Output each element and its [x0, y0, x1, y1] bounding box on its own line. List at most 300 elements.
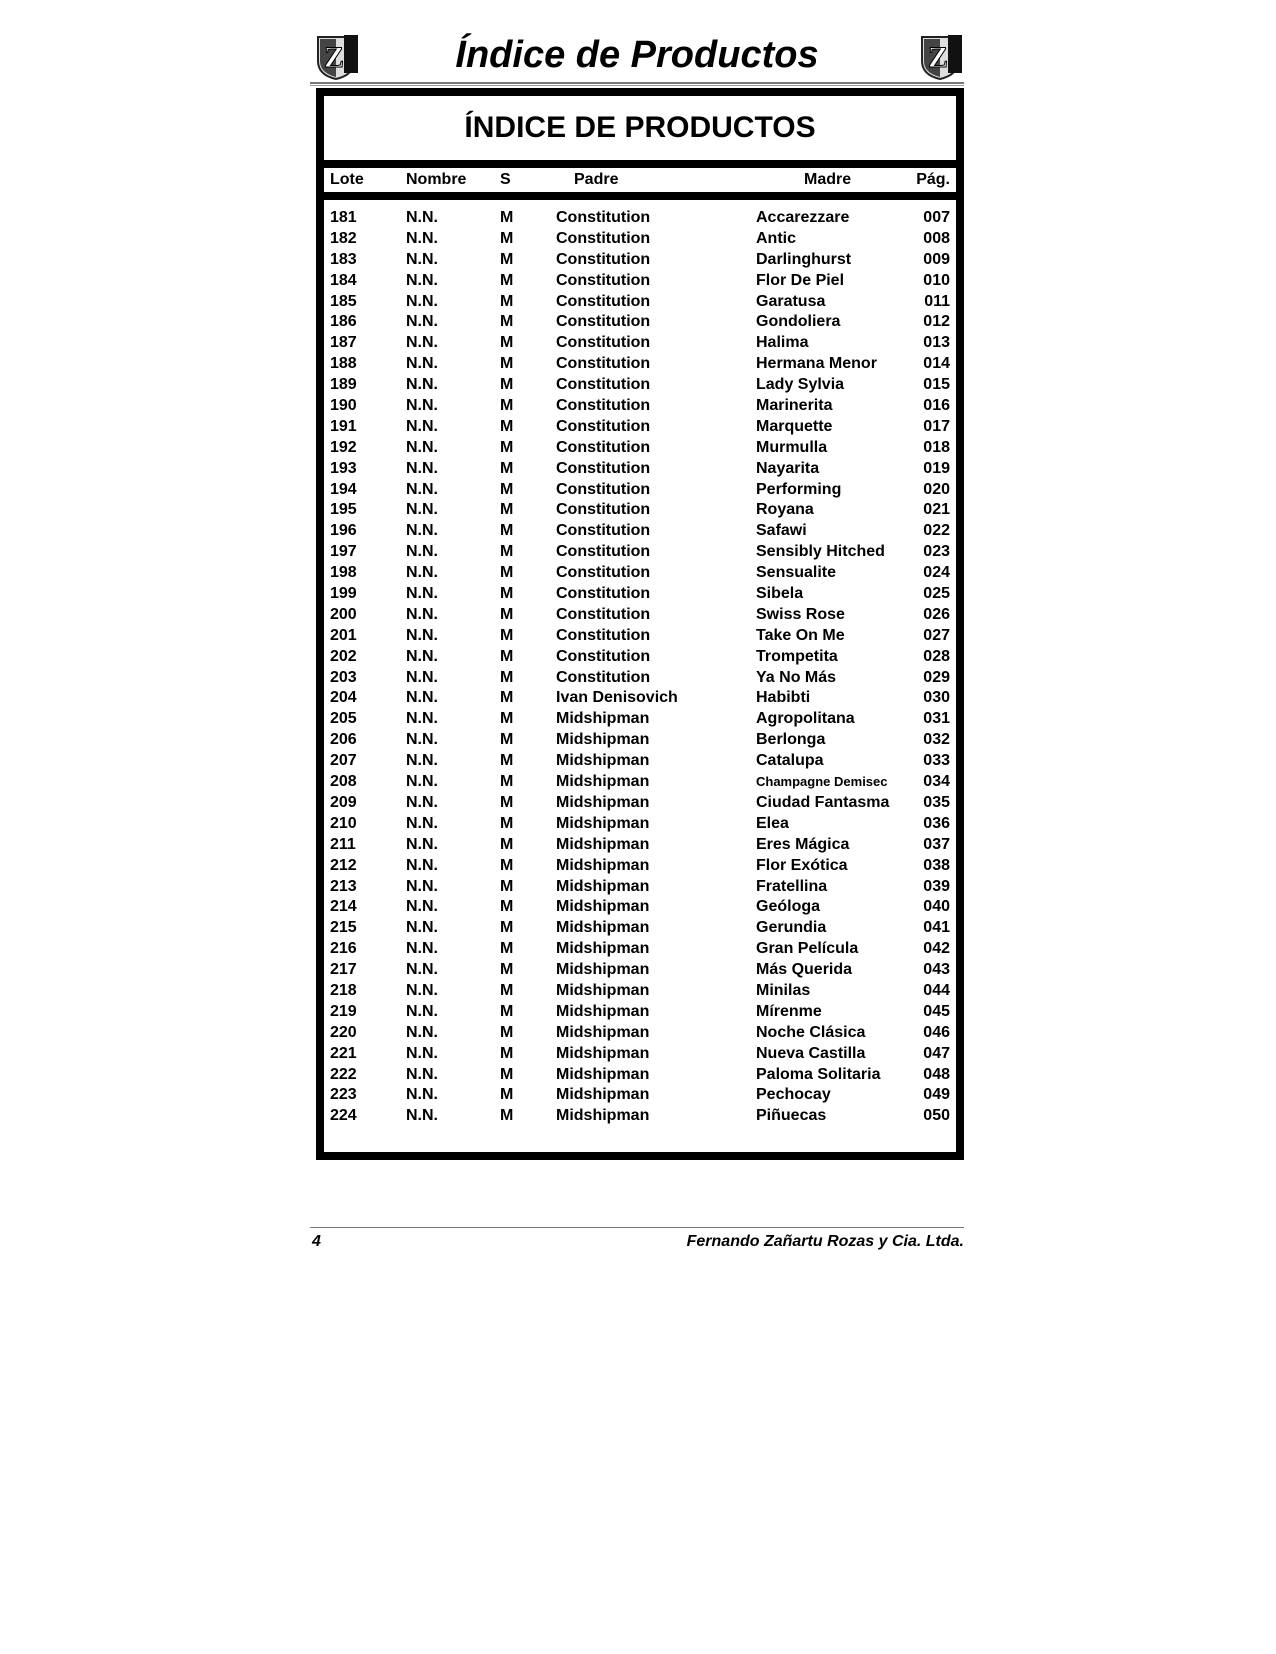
cell-lote: 183	[330, 250, 357, 268]
cell-pag: 037	[923, 835, 950, 853]
cell-madre: Royana	[756, 501, 814, 519]
table-row	[324, 1106, 956, 1127]
cell-padre: Constitution	[556, 501, 651, 519]
table-row	[324, 417, 956, 438]
cell-madre: Halima	[756, 334, 809, 352]
cell-nombre: N.N.	[406, 605, 438, 623]
cell-padre: Constitution	[556, 355, 651, 373]
cell-s: M	[500, 877, 514, 895]
cell-nombre: N.N.	[406, 898, 438, 916]
cell-pag: 023	[923, 543, 950, 561]
cell-nombre: N.N.	[406, 522, 438, 540]
cell-s: M	[500, 647, 514, 665]
index-title: ÍNDICE DE PRODUCTOS	[464, 111, 816, 144]
cell-madre: Piñuecas	[756, 1107, 827, 1125]
cell-pag: 044	[923, 981, 950, 999]
cell-madre: Ciudad Fantasma	[756, 793, 890, 811]
cell-nombre: N.N.	[406, 710, 438, 728]
cell-pag: 008	[923, 229, 950, 247]
cell-nombre: N.N.	[406, 376, 438, 394]
cell-padre: Constitution	[556, 209, 651, 226]
cell-s: M	[500, 585, 514, 603]
cell-madre: Fratellina	[756, 877, 828, 895]
cell-pag: 022	[923, 522, 950, 540]
cell-madre: Flor De Piel	[756, 271, 845, 289]
cell-madre: Habibti	[756, 689, 811, 707]
cell-madre: Paloma Solitaria	[756, 1065, 881, 1083]
cell-nombre: N.N.	[406, 981, 438, 999]
cell-padre: Midshipman	[556, 961, 650, 979]
column-header-madre: Madre	[804, 171, 852, 188]
cell-padre: Midshipman	[556, 773, 650, 791]
cell-lote: 204	[330, 689, 357, 707]
cell-padre: Midshipman	[556, 877, 650, 895]
cell-nombre: N.N.	[406, 1065, 438, 1083]
cell-padre: Midshipman	[556, 731, 650, 749]
cell-madre: Garatusa	[756, 292, 826, 310]
cell-s: M	[500, 981, 514, 999]
table-row	[324, 897, 956, 918]
cell-lote: 202	[330, 647, 357, 665]
cell-nombre: N.N.	[406, 334, 438, 352]
footer-divider	[310, 1227, 964, 1228]
cell-nombre: N.N.	[406, 1002, 438, 1020]
cell-padre: Midshipman	[556, 814, 650, 832]
cell-s: M	[500, 1023, 514, 1041]
cell-s: M	[500, 919, 514, 937]
cell-pag: 017	[923, 417, 950, 435]
cell-lote: 205	[330, 710, 357, 728]
table-row	[324, 312, 956, 333]
cell-lote: 217	[330, 961, 357, 979]
cell-pag: 014	[923, 355, 950, 373]
cell-nombre: N.N.	[406, 835, 438, 853]
cell-nombre: N.N.	[406, 250, 438, 268]
cell-s: M	[500, 564, 514, 582]
column-header-s: S	[500, 171, 511, 188]
cell-lote: 209	[330, 793, 357, 811]
cell-s: M	[500, 229, 514, 247]
table-row	[324, 396, 956, 417]
cell-madre: Hermana Menor	[756, 355, 877, 373]
cell-pag: 010	[923, 271, 950, 289]
cell-lote: 213	[330, 877, 357, 895]
cell-madre: Eres Mágica	[756, 835, 850, 853]
cell-pag: 040	[923, 898, 950, 916]
table-body	[324, 208, 956, 1127]
table-row	[324, 229, 956, 250]
cell-lote: 211	[330, 835, 356, 853]
cell-s: M	[500, 522, 514, 540]
cell-padre: Constitution	[556, 313, 651, 331]
cell-nombre: N.N.	[406, 731, 438, 749]
cell-nombre: N.N.	[406, 229, 438, 247]
column-header-lote: Lote	[330, 171, 364, 188]
cell-lote: 199	[330, 585, 357, 603]
cell-pag: 049	[923, 1086, 950, 1104]
cell-s: M	[500, 793, 514, 811]
cell-padre: Ivan Denisovich	[556, 689, 678, 707]
table-row	[324, 333, 956, 354]
cell-madre: Flor Exótica	[756, 856, 848, 874]
cell-pag: 032	[923, 731, 950, 749]
cell-padre: Constitution	[556, 376, 651, 394]
cell-s: M	[500, 313, 514, 331]
cell-madre: Performing	[756, 480, 842, 498]
cell-lote: 212	[330, 856, 357, 874]
cell-padre: Constitution	[556, 417, 651, 435]
cell-lote: 191	[330, 417, 357, 435]
cell-s: M	[500, 814, 514, 832]
table-row	[324, 459, 956, 480]
table-row	[324, 480, 956, 501]
cell-lote: 220	[330, 1023, 357, 1041]
cell-madre: Pechocay	[756, 1086, 831, 1104]
table-row	[324, 647, 956, 668]
table-row	[324, 751, 956, 772]
cell-pag: 013	[923, 334, 950, 352]
table-row	[324, 375, 956, 396]
cell-madre: Champagne Demisec	[756, 774, 888, 790]
cell-s: M	[500, 501, 514, 519]
cell-lote: 193	[330, 459, 357, 477]
cell-madre: Minilas	[756, 981, 811, 999]
cell-pag: 027	[923, 626, 950, 644]
cell-padre: Constitution	[556, 229, 651, 247]
cell-pag: 015	[923, 376, 950, 394]
cell-padre: Constitution	[556, 397, 651, 415]
cell-lote: 182	[330, 229, 357, 247]
cell-lote: 188	[330, 355, 357, 373]
cell-s: M	[500, 731, 514, 749]
cell-padre: Midshipman	[556, 1002, 650, 1020]
cell-s: M	[500, 417, 514, 435]
table-row	[324, 605, 956, 626]
cell-pag: 031	[923, 710, 950, 728]
cell-s: M	[500, 376, 514, 394]
table-row	[324, 856, 956, 877]
cell-nombre: N.N.	[406, 626, 438, 644]
cell-madre: Darlinghurst	[756, 250, 852, 268]
table-row	[324, 1023, 956, 1044]
cell-nombre: N.N.	[406, 585, 438, 603]
cell-nombre: N.N.	[406, 689, 438, 707]
cell-madre: Lady Sylvia	[756, 376, 845, 394]
header-divider	[310, 85, 964, 86]
table-row	[324, 814, 956, 835]
cell-padre: Constitution	[556, 626, 651, 644]
table-row	[324, 563, 956, 584]
cell-madre: Take On Me	[756, 626, 845, 644]
table-row	[324, 877, 956, 898]
cell-padre: Constitution	[556, 250, 651, 268]
cell-pag: 035	[923, 793, 950, 811]
cell-nombre: N.N.	[406, 543, 438, 561]
table-row	[324, 292, 956, 313]
column-header-padre: Padre	[574, 171, 619, 188]
column-header-pag: Pág.	[916, 171, 950, 188]
cell-pag: 007	[923, 209, 950, 226]
cell-pag: 039	[923, 877, 950, 895]
cell-nombre: N.N.	[406, 480, 438, 498]
cell-lote: 218	[330, 981, 357, 999]
cell-s: M	[500, 689, 514, 707]
cell-nombre: N.N.	[406, 668, 438, 686]
cell-padre: Midshipman	[556, 940, 650, 958]
cell-s: M	[500, 898, 514, 916]
cell-nombre: N.N.	[406, 1086, 438, 1104]
cell-lote: 198	[330, 564, 357, 582]
table-row	[324, 271, 956, 292]
cell-padre: Constitution	[556, 438, 651, 456]
cell-padre: Midshipman	[556, 835, 650, 853]
cell-s: M	[500, 543, 514, 561]
cell-pag: 029	[923, 668, 950, 686]
cell-lote: 196	[330, 522, 357, 540]
cell-s: M	[500, 1107, 514, 1125]
cell-pag: 020	[923, 480, 950, 498]
cell-pag: 050	[923, 1107, 950, 1125]
cell-s: M	[500, 835, 514, 853]
cell-lote: 224	[330, 1107, 357, 1125]
table-row	[324, 542, 956, 563]
table-row	[324, 960, 956, 981]
cell-pag: 018	[923, 438, 950, 456]
cell-lote: 185	[330, 292, 357, 310]
cell-padre: Midshipman	[556, 1023, 650, 1041]
cell-s: M	[500, 480, 514, 498]
cell-lote: 200	[330, 605, 357, 623]
cell-pag: 033	[923, 752, 950, 770]
cell-nombre: N.N.	[406, 271, 438, 289]
cell-s: M	[500, 209, 514, 226]
table-row	[324, 1085, 956, 1106]
cell-madre: Safawi	[756, 522, 807, 540]
cell-padre: Midshipman	[556, 1107, 650, 1125]
cell-nombre: N.N.	[406, 647, 438, 665]
cell-padre: Constitution	[556, 605, 651, 623]
table-row	[324, 668, 956, 689]
cell-madre: Nayarita	[756, 459, 820, 477]
cell-padre: Midshipman	[556, 856, 650, 874]
cell-padre: Midshipman	[556, 981, 650, 999]
cell-pag: 016	[923, 397, 950, 415]
table-row	[324, 918, 956, 939]
cell-lote: 214	[330, 898, 357, 916]
table-row	[324, 584, 956, 605]
cell-nombre: N.N.	[406, 1107, 438, 1125]
cell-pag: 034	[923, 773, 950, 791]
cell-nombre: N.N.	[406, 877, 438, 895]
cell-lote: 187	[330, 334, 357, 352]
cell-padre: Constitution	[556, 480, 651, 498]
cell-pag: 021	[923, 501, 950, 519]
cell-pag: 046	[923, 1023, 950, 1041]
table-row	[324, 793, 956, 814]
cell-padre: Constitution	[556, 543, 651, 561]
cell-madre: Noche Clásica	[756, 1023, 866, 1041]
cell-padre: Constitution	[556, 459, 651, 477]
cell-pag: 026	[923, 605, 950, 623]
cell-lote: 219	[330, 1002, 357, 1020]
cell-lote: 210	[330, 814, 357, 832]
column-header-row	[324, 168, 956, 192]
cell-padre: Constitution	[556, 522, 651, 540]
table-row	[324, 626, 956, 647]
cell-padre: Midshipman	[556, 919, 650, 937]
cell-s: M	[500, 1086, 514, 1104]
table-row	[324, 709, 956, 730]
cell-nombre: N.N.	[406, 313, 438, 331]
cell-pag: 028	[923, 647, 950, 665]
cell-padre: Midshipman	[556, 1065, 650, 1083]
cell-lote: 184	[330, 271, 357, 289]
table-row	[324, 688, 956, 709]
cell-nombre: N.N.	[406, 397, 438, 415]
cell-pag: 025	[923, 585, 950, 603]
cell-lote: 181	[330, 209, 357, 226]
cell-madre: Sibela	[756, 585, 804, 603]
cell-madre: Marquette	[756, 417, 833, 435]
cell-lote: 190	[330, 397, 357, 415]
header-divider	[324, 192, 956, 200]
cell-pag: 045	[923, 1002, 950, 1020]
cell-padre: Constitution	[556, 668, 651, 686]
cell-s: M	[500, 856, 514, 874]
cell-madre: Geóloga	[756, 898, 821, 916]
cell-lote: 215	[330, 919, 357, 937]
cell-s: M	[500, 626, 514, 644]
cell-madre: Gondoliera	[756, 313, 841, 331]
cell-madre: Elea	[756, 814, 789, 832]
cell-lote: 192	[330, 438, 357, 456]
cell-nombre: N.N.	[406, 940, 438, 958]
header-divider	[310, 82, 964, 84]
cell-nombre: N.N.	[406, 209, 438, 226]
table-row	[324, 500, 956, 521]
cell-nombre: N.N.	[406, 438, 438, 456]
cell-padre: Midshipman	[556, 1044, 650, 1062]
cell-madre: Sensibly Hitched	[756, 543, 885, 561]
cell-nombre: N.N.	[406, 773, 438, 791]
cell-lote: 201	[330, 626, 357, 644]
table-row	[324, 438, 956, 459]
page-header	[310, 28, 964, 86]
cell-madre: Swiss Rose	[756, 605, 845, 623]
cell-madre: Antic	[756, 229, 796, 247]
cell-padre: Constitution	[556, 334, 651, 352]
cell-lote: 189	[330, 376, 357, 394]
cell-lote: 206	[330, 731, 357, 749]
cell-nombre: N.N.	[406, 564, 438, 582]
cell-pag: 011	[924, 292, 950, 310]
cell-padre: Midshipman	[556, 752, 650, 770]
cell-s: M	[500, 250, 514, 268]
cell-madre: Sensualite	[756, 564, 837, 582]
cell-lote: 203	[330, 668, 357, 686]
cell-s: M	[500, 271, 514, 289]
cell-padre: Midshipman	[556, 793, 650, 811]
table-row	[324, 1065, 956, 1086]
cell-s: M	[500, 710, 514, 728]
cell-s: M	[500, 668, 514, 686]
cell-lote: 223	[330, 1086, 357, 1104]
cell-madre: Ya No Más	[756, 668, 837, 686]
cell-madre: Marinerita	[756, 397, 833, 415]
svg-text:Z: Z	[323, 41, 345, 74]
cell-s: M	[500, 605, 514, 623]
cell-padre: Midshipman	[556, 1086, 650, 1104]
table-row	[324, 521, 956, 542]
cell-madre: Catalupa	[756, 752, 824, 770]
cell-nombre: N.N.	[406, 459, 438, 477]
table-row	[324, 730, 956, 751]
cell-madre: Trompetita	[756, 647, 838, 665]
index-table	[316, 88, 964, 1160]
cell-s: M	[500, 334, 514, 352]
cell-pag: 038	[923, 856, 950, 874]
table-row	[324, 939, 956, 960]
cell-madre: Accarezzare	[756, 209, 850, 226]
cell-madre: Berlonga	[756, 731, 826, 749]
cell-nombre: N.N.	[406, 752, 438, 770]
cell-padre: Midshipman	[556, 898, 650, 916]
cell-s: M	[500, 1002, 514, 1020]
cell-pag: 042	[923, 940, 950, 958]
cell-madre: Más Querida	[756, 961, 853, 979]
page-number: 4	[312, 1233, 321, 1250]
cell-s: M	[500, 459, 514, 477]
cell-pag: 043	[923, 961, 950, 979]
svg-text:Z: Z	[927, 41, 949, 74]
cell-madre: Murmulla	[756, 438, 828, 456]
cell-nombre: N.N.	[406, 1023, 438, 1041]
cell-nombre: N.N.	[406, 355, 438, 373]
cell-nombre: N.N.	[406, 919, 438, 937]
cell-pag: 012	[923, 313, 950, 331]
table-row	[324, 354, 956, 375]
cell-s: M	[500, 292, 514, 310]
cell-lote: 197	[330, 543, 357, 561]
cell-padre: Constitution	[556, 292, 651, 310]
column-header-nombre: Nombre	[406, 171, 467, 188]
cell-s: M	[500, 397, 514, 415]
cell-madre: Nueva Castilla	[756, 1044, 866, 1062]
table-row	[324, 835, 956, 856]
table-row	[324, 981, 956, 1002]
cell-madre: Gerundia	[756, 919, 827, 937]
cell-nombre: N.N.	[406, 292, 438, 310]
cell-s: M	[500, 752, 514, 770]
cell-lote: 207	[330, 752, 357, 770]
cell-madre: Mírenme	[756, 1002, 822, 1020]
cell-padre: Constitution	[556, 647, 651, 665]
cell-lote: 186	[330, 313, 357, 331]
cell-madre: Gran Película	[756, 940, 859, 958]
cell-pag: 048	[923, 1065, 950, 1083]
table-row	[324, 772, 956, 793]
title-divider	[324, 160, 956, 168]
cell-nombre: N.N.	[406, 814, 438, 832]
cell-s: M	[500, 961, 514, 979]
cell-pag: 009	[923, 250, 950, 268]
company-logo-icon	[918, 33, 964, 81]
cell-pag: 041	[923, 919, 950, 937]
cell-s: M	[500, 438, 514, 456]
cell-s: M	[500, 1065, 514, 1083]
cell-nombre: N.N.	[406, 1044, 438, 1062]
cell-nombre: N.N.	[406, 856, 438, 874]
